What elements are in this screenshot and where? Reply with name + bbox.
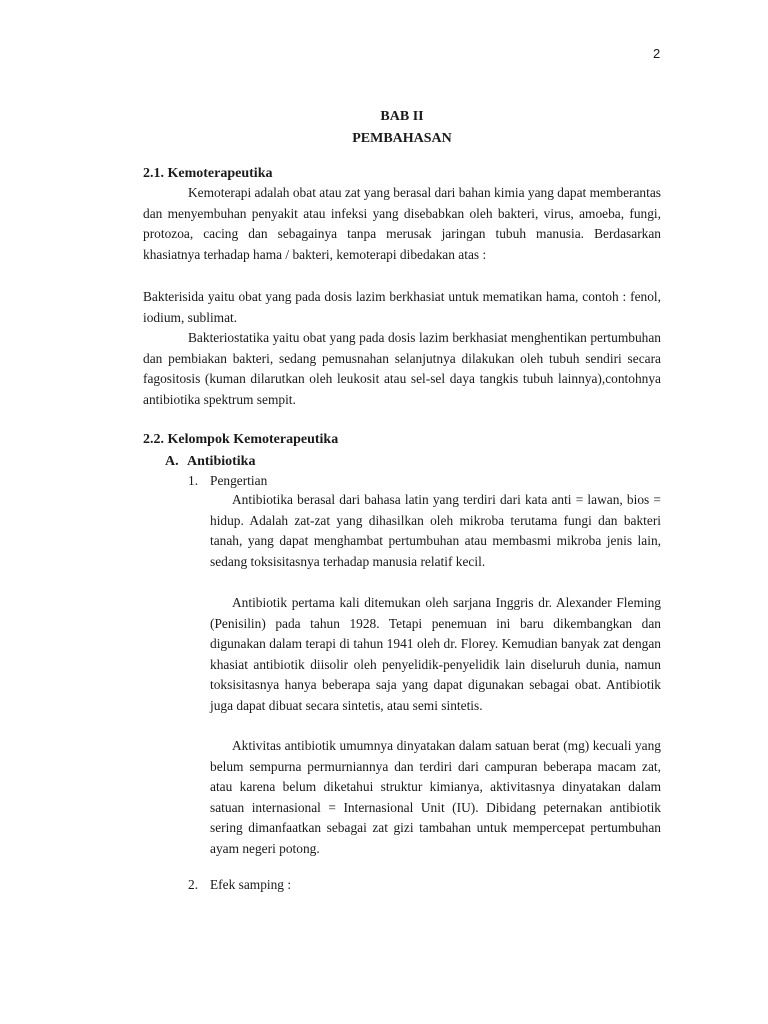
subsection-a-title: Antibiotika — [187, 454, 256, 469]
item-1-paragraph-3: Aktivitas antibiotik umumnya dinyatakan dalam satuan berat (mg) kecuali yang belum sempurna permurniannya dan terdiri dari campuran beberapa macam zat, atau karena belum diketahui struktur kimianya, aktivitasnya dinyatakan dalam satuan internasional = Internasional Unit (IU). Dibidang peternakan antibiotik sering dimanfaatkan sebagai zat gizi tambahan untuk mempercepat pertumbuhan ayam negeri potong. — [210, 738, 661, 856]
page-number: 2 — [653, 46, 661, 61]
item-1-paragraph-1: Antibiotika berasal dari bahasa latin yang terdiri dari kata anti = lawan, bios = hidup. Adalah zat-zat yang dihasilkan oleh mikroba terutama fungi dan bakteri tanah, yang dapat menghambat pertumbuhan atau membasmi mikroba jenis lain, sedang toksisitasnya terhadap manusia relatif kecil. — [210, 492, 661, 569]
list-item-1-label: Pengertian — [210, 473, 268, 488]
section-1-paragraph-2: Bakterisida yaitu obat yang pada dosis lazim berkhasiat untuk mematikan hama, contoh : fenol, iodium, sublimat. — [143, 289, 661, 325]
section-1-title: 2.1. Kemoterapeutika — [143, 166, 273, 181]
chapter-title: PEMBAHASAN — [352, 131, 452, 146]
list-item-1 — [188, 473, 267, 489]
list-item-2-label: Efek samping : — [210, 877, 292, 892]
section-2-title: 2.2. Kelompok Kemoterapeutika — [143, 432, 339, 447]
subsection-a-heading — [165, 454, 255, 470]
chapter-heading: BAB II — [380, 109, 424, 124]
list-item-2-number: 2. — [188, 877, 199, 892]
section-1-paragraph-3: Bakteriostatika yaitu obat yang pada dosis lazim berkhasiat menghentikan pertumbuhan dan pembiakan bakteri, sedang pemusnahan selanjutnya dilakukan oleh tubuh sendiri secara fagositosis (kuman dilarutkan oleh leukosit atau sel-sel daya tangkis tubuh lainnya),contohnya antibiotika spektrum sempit. — [143, 330, 661, 407]
item-1-paragraph-2: Antibiotik pertama kali ditemukan oleh sarjana Inggris dr. Alexander Fleming (Penisilin) pada tahun 1928. Tetapi penemuan ini baru dikembangkan dan digunakan dalam terapi di tahun 1941 oleh dr. Florey. Kemudian banyak zat dengan khasiat antibiotik diisolir oleh penyelidik-penyelidik lain diseluruh dunia, namun toksisitasnya hanya beberapa saja yang dapat digunakan sebagai obat. Antibiotik juga dapat dibuat secara sintetis, atau semi sintetis. — [210, 595, 661, 713]
subsection-a-letter: A. — [165, 454, 179, 469]
list-item-1-number: 1. — [188, 473, 199, 488]
list-item-2 — [188, 877, 291, 893]
section-1-paragraph-1: Kemoterapi adalah obat atau zat yang berasal dari bahan kimia yang dapat memberantas dan menyembuhan penyakit atau infeksi yang disebabkan oleh bakteri, virus, amoeba, fungi, protozoa, cacing dan sebagainya tanpa merusak jaringan tubuh manusia. Berdasarkan khasiatnya terhadap hama / bakteri, kemoterapi dibedakan atas : — [143, 185, 661, 262]
